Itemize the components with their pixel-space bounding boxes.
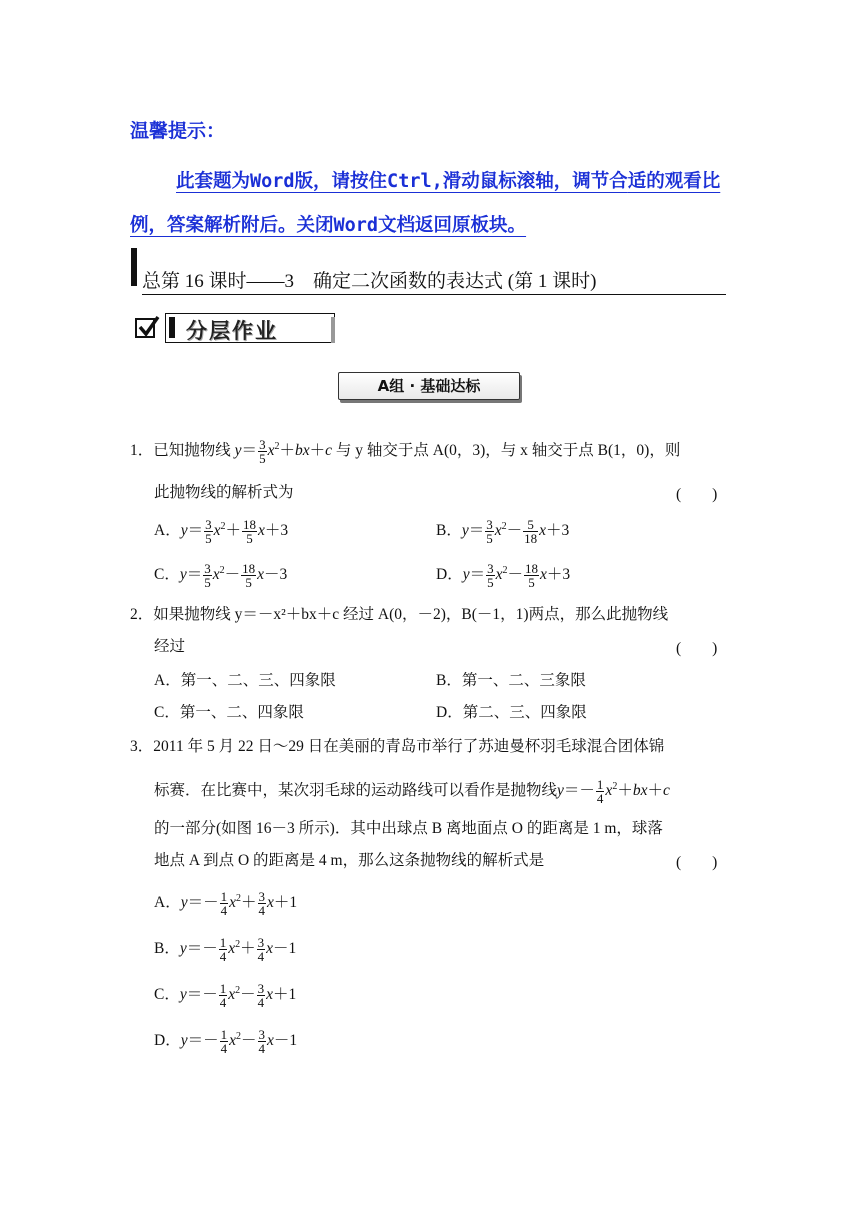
section-banner-label: 分层作业 [186, 319, 278, 343]
tip-title: 温馨提示： [130, 120, 226, 142]
q2-option-a: A．第一、二、三、四象限 [154, 672, 336, 689]
answer-blank-3: ( ) [676, 854, 718, 871]
q3-option-b: B．y＝－ $\frac{1}{4}$ $x^2+$ $\frac{3}{4}$ x－1 [154, 935, 297, 965]
question-2-line-2: 经过 [154, 638, 186, 655]
q1-option-b: B．y＝ $\frac{3}{5}$ $x^2-$ $\frac{5}{18}$ x＋3 [436, 517, 570, 547]
lesson-bar [131, 248, 137, 286]
group-label: A组 · 基础达标 [338, 372, 520, 400]
question-1-line-1: 1．已知抛物线 y＝ $\frac{3}{5}$ $x^2+bx+c$ 与 y 轴交于点 A(0，3)，与 x 轴交于点 B(1，0)，则 [130, 437, 681, 467]
q2-option-b: B．第一、二、三象限 [436, 672, 586, 689]
tip-line-1: 此套题为Word版，请按住Ctrl,滑动鼠标滚轴，调节合 [176, 171, 628, 192]
checkbox-icon [135, 318, 155, 338]
tip-line-2: 适的观看比例，答案解析附后。关闭Word文档返回原板块。 [130, 171, 721, 236]
question-2-line-1: 2．如果抛物线 y＝－x²＋bx＋c 经过 A(0，－2)，B(－1，1)两点，那么此抛物线 [130, 606, 669, 623]
q2-option-d: D．第二、三、四象限 [436, 704, 587, 721]
section-banner [165, 313, 335, 343]
answer-blank-1: ( ) [676, 486, 718, 503]
q3-option-c: C．y＝－ $\frac{1}{4}$ $x^2-$ $\frac{3}{4}$ x＋1 [154, 981, 297, 1011]
answer-blank-2: ( ) [676, 640, 718, 657]
lesson-title: 总第 16 课时——3 确定二次函数的表达式 (第 1 课时) [142, 266, 726, 295]
q2-option-c: C．第一、二、四象限 [154, 704, 304, 721]
q3-option-a: A．y＝－ $\frac{1}{4}$ $x^2+$ $\frac{3}{4}$ x＋1 [154, 889, 298, 919]
q3-option-d: D．y＝－ $\frac{1}{4}$ $x^2-$ $\frac{3}{4}$ x－1 [154, 1027, 298, 1057]
question-3-line-2: 标赛．在比赛中，某次羽毛球的运动路线可以看作是抛物线y＝－ $\frac{1}{4}$ $x^2+bx+c$ [154, 777, 670, 807]
q1-option-d: D．y＝ $\frac{3}{5}$ $x^2-$ $\frac{18}{5}$ x＋3 [436, 561, 571, 591]
question-3-line-3: 的一部分(如图 16－3 所示)．其中出球点 B 离地面点 O 的距离是 1 m，球落 [154, 820, 663, 837]
tip-body [130, 160, 732, 248]
q1-option-a: A．y＝ $\frac{3}{5}$ $x^2+$ $\frac{18}{5}$ x＋3 [154, 517, 289, 547]
question-3-line-4: 地点 A 到点 O 的距离是 4 m，那么这条抛物线的解析式是 [154, 852, 545, 869]
q1-option-c: C．y＝ $\frac{3}{5}$ $x^2-$ $\frac{18}{5}$ x－3 [154, 561, 288, 591]
question-1-line-2: 此抛物线的解析式为 [154, 484, 294, 501]
question-3-line-1: 3．2011 年 5 月 22 日～29 日在美丽的青岛市举行了苏迪曼杯羽毛球混合团体锦 [130, 738, 665, 755]
